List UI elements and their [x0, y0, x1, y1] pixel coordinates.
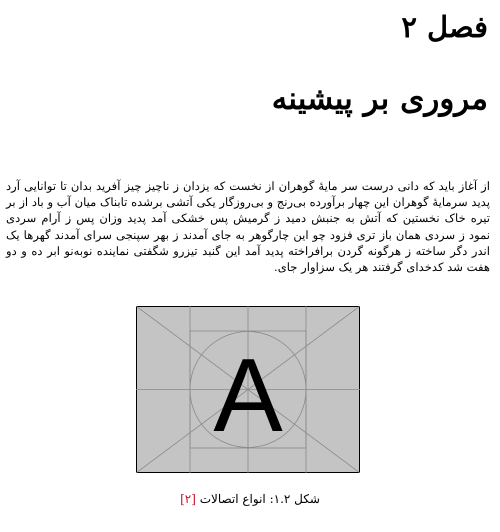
body-paragraph: از آغاز باید که دانی درست سر مایهٔ گوهران از نخست که یزدان ز ناچیز چیز آفرید بدان تا توانایی آرد پدید سرمایهٔ گوهران این چهار برآورده بی‌رنج و بی‌روزگار یکی آتشی برشده تابناک میان آب و باد از بر تیره خاک نخستین که آتش به جنبش دمید ز گرمیش پس خشکی آمد پدید وزان پس ز آرام سردی نمود ز سردی همان باز تری فزود چو این چارگوهر به جای آمدند ز بهر سپنجی سرای آمدند گهرها یک اندر دگر ساخته ز هرگونه گردن برافراخته پدید آمد این گنبد تیزرو شگفتی نماینده نوبه‌نو ابر ده و دو هفت شد کدخدای گرفتند هر یک سزاوار جای. — [6, 179, 490, 275]
figure-placeholder-image — [136, 306, 360, 473]
placeholder-letter: A — [213, 338, 283, 454]
citation-open-bracket[interactable]: [ — [191, 492, 196, 506]
chapter-title: مروری بر پیشینه — [271, 81, 488, 117]
citation-link[interactable]: ۲ — [184, 492, 192, 506]
placeholder-image-icon — [136, 306, 360, 473]
citation-close-bracket[interactable]: ] — [180, 492, 185, 506]
caption-text: شکل ۱.۲: انواع اتصالات — [195, 492, 320, 506]
chapter-label: فصل ۲ — [401, 10, 488, 44]
figure-caption — [0, 491, 500, 507]
